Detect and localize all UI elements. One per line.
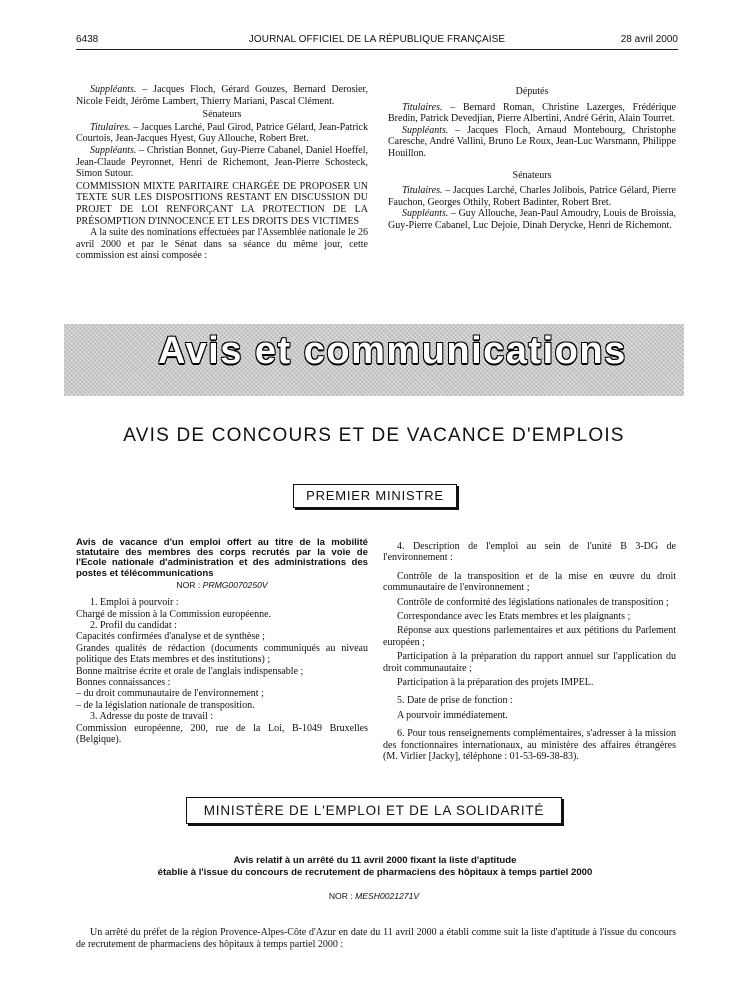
nor-code: PRMG0070250V xyxy=(202,579,268,590)
vacancy-line: A pourvoir immédiatement. xyxy=(397,709,508,721)
vacancy-line: 6. Pour tous renseignements complémentaires, s'adresser à la mission des fonctionnaires internationaux, au ministère des affaires étrangères (M. Virlier [Jacky], téléphone : 01-53-69-38-83). xyxy=(383,728,676,763)
suppleants-label: Suppléants. xyxy=(90,84,137,95)
suppleants-text: – Jacques Floch, Gérard Gouzes, Bernard Derosier, Nicole Feidt, Jérôme Lambert, Thierry Mariani, Pascal Clément. xyxy=(76,84,368,107)
top-left-column xyxy=(76,84,368,262)
senateurs-heading-right: Sénateurs xyxy=(512,169,552,181)
deputes-titulaires-text: – Bernard Roman, Christine Lazerges, Frédérique Bredin, Patrick Devedjian, Pierre Albertini, André Gérin, Alain Tourret. xyxy=(388,101,676,125)
titulaires-paragraph xyxy=(76,122,368,145)
senateurs-suppleants-text: – Guy Allouche, Jean-Paul Amoudry, Louis de Broissia, Guy-Pierre Cabanel, Luc Dejoie, Dinah Derycke, Henri de Richemont. xyxy=(388,208,676,231)
deputes-titulaires-label: Titulaires. xyxy=(402,101,443,113)
arrete-notice-title xyxy=(80,855,670,878)
vacancy-line: Correspondance avec les Etats membres et les plaignants ; xyxy=(397,611,631,623)
commission-title: COMMISSION MIXTE PARITAIRE CHARGÉE DE PROPOSER UN TEXTE SUR LES DISPOSITIONS RESTANT EN DISCUSSION DU PROJET DE LOI RENFORÇANT LA PROTECTION DE LA PRÉSOMPTION D'INNOCENCE ET LES DROITS DES VICTIMES xyxy=(76,180,368,227)
header-rule xyxy=(76,49,678,50)
arrete-paragraph: Un arrêté du préfet de la région Provence-Alpes-Côte d'Azur en date du 11 avril 2000 a établi comme suit la liste d'aptitude à l'issue du concours de recrutement de pharmaciens des hôpitaux à temps partiel 2000 : xyxy=(76,927,676,950)
spacer xyxy=(388,160,676,168)
senateurs-suppleants-label: Suppléants. xyxy=(402,208,449,220)
issue-date: 28 avril 2000 xyxy=(620,34,678,45)
senateurs-titulaires-text: – Jacques Larché, Charles Jolibois, Patrice Gélard, Pierre Fauchon, Georges Othily, Robert Badinter, Robert Bret. xyxy=(388,185,676,208)
vacancy-line: Commission européenne, 200, rue de la Loi, B-1049 Bruxelles (Belgique). xyxy=(76,722,368,746)
senateurs-titulaires-label: Titulaires. xyxy=(402,185,443,197)
suppleants2-label: Suppléants. xyxy=(90,144,137,156)
vacancy-line: Bonne maîtrise écrite et orale de l'anglais indispensable ; xyxy=(76,665,304,677)
deputes-suppleants-label: Suppléants. xyxy=(402,124,449,136)
deputes-titulaires-paragraph xyxy=(388,102,676,125)
nor-label: NOR : xyxy=(176,579,203,590)
vacancy-line: Grandes qualités de rédaction (documents communiqués au niveau politique des Etats membres et des institutions) ; xyxy=(76,642,368,666)
nor-code: MESH0021271V xyxy=(355,891,420,901)
vacancy-line: 2. Profil du candidat : xyxy=(90,620,177,632)
vacancy-line: 5. Date de prise de fonction : xyxy=(397,695,513,707)
suppleants-paragraph xyxy=(76,84,368,107)
vacancy-line: 1. Emploi à pourvoir : xyxy=(90,597,179,609)
deputes-suppleants-text: – Jacques Floch, Arnaud Montebourg, Christophe Caresche, André Vallini, Bruno Le Roux, Jean-Luc Warsmann, Philippe Houillon. xyxy=(388,124,676,159)
senateurs-titulaires-paragraph xyxy=(388,185,676,208)
vacancy-line: Chargé de mission à la Commission européenne. xyxy=(76,608,272,620)
deputes-suppleants-paragraph xyxy=(388,125,676,160)
vacancy-notice-left xyxy=(76,538,368,746)
journal-title: JOURNAL OFFICIEL DE LA RÉPUBLIQUE FRANÇAISE xyxy=(248,34,506,45)
titulaires-text: – Jacques Larché, Paul Girod, Patrice Gélard, Jean-Patrick Courtois, Jean-Jacques Hyest, Guy Allouche, Robert Bret. xyxy=(76,121,368,145)
senateurs-heading: Sénateurs xyxy=(202,109,242,121)
nor-label: NOR : xyxy=(328,891,356,901)
vacancy-line: Réponse aux questions parlementaires et aux pétitions du Parlement européen ; xyxy=(383,625,676,648)
top-right-column xyxy=(388,84,676,232)
vacancy-notice-right xyxy=(383,541,676,766)
suppleants2-text: – Christian Bonnet, Guy-Pierre Cabanel, Daniel Hoeffel, Jean-Claude Peyronnet, Henri de Richemont, Jean-Pierre Schosteck, Simon Sutour. xyxy=(76,144,368,180)
arrete-title-line2: établie à l'issue du concours de recrutement de pharmaciens des hôpitaux à temps partiel 2000 xyxy=(157,866,593,878)
deputes-heading: Députés xyxy=(515,86,549,97)
page-header xyxy=(76,34,678,50)
vacancy-line: – de la législation nationale de transposition. xyxy=(76,699,255,711)
vacancy-line: Participation à la préparation des projets IMPEL. xyxy=(397,677,594,689)
vacancy-line: Capacités confirmées d'analyse et de synthèse ; xyxy=(76,631,265,643)
vacancy-line: Bonnes connaissances : xyxy=(76,677,171,689)
vacancy-nor xyxy=(76,580,368,591)
vacancy-line: Participation à la préparation du rapport annuel sur l'application du droit communautaire ; xyxy=(383,651,676,674)
page-number: 6438 xyxy=(76,34,99,45)
vacancy-line: 3. Adresse du poste de travail : xyxy=(90,711,214,723)
banner-title: Avis et communications xyxy=(158,330,627,372)
section-title: AVIS DE CONCOURS ET DE VACANCE D'EMPLOIS xyxy=(123,425,625,446)
vacancy-line: – du droit communautaire de l'environnement ; xyxy=(76,688,264,700)
ministry-box-emploi-solidarite: MINISTÈRE DE L'EMPLOI ET DE LA SOLIDARITÉ xyxy=(186,797,562,824)
suppleants2-paragraph xyxy=(76,145,368,180)
ministry-box-premier-ministre: PREMIER MINISTRE xyxy=(293,484,457,508)
vacancy-line: Contrôle de la transposition et de la mise en œuvre du droit communautaire de l'environnement ; xyxy=(383,570,676,594)
senateurs-suppleants-paragraph xyxy=(388,208,676,231)
arrete-nor xyxy=(0,891,748,901)
titulaires-label: Titulaires. xyxy=(90,121,131,133)
vacancy-title: Avis de vacance d'un emploi offert au titre de la mobilité statutaire des membres des corps recrutés par la voie de l'Ecole nationale d'administration et des administrations des postes et télécommunications xyxy=(76,537,368,579)
commission-text: A la suite des nominations effectuées par l'Assemblée nationale le 26 avril 2000 et par le Sénat dans sa séance du même jour, cette commission est ainsi composée : xyxy=(76,227,368,262)
vacancy-line: Contrôle de conformité des législations nationales de transposition ; xyxy=(397,596,669,608)
arrete-title-line1: Avis relatif à un arrêté du 11 avril 2000 fixant la liste d'aptitude xyxy=(233,855,517,866)
vacancy-line: 4. Description de l'emploi au sein de l'unité B 3-DG de l'environnement : xyxy=(383,541,676,564)
section-banner xyxy=(64,324,684,396)
